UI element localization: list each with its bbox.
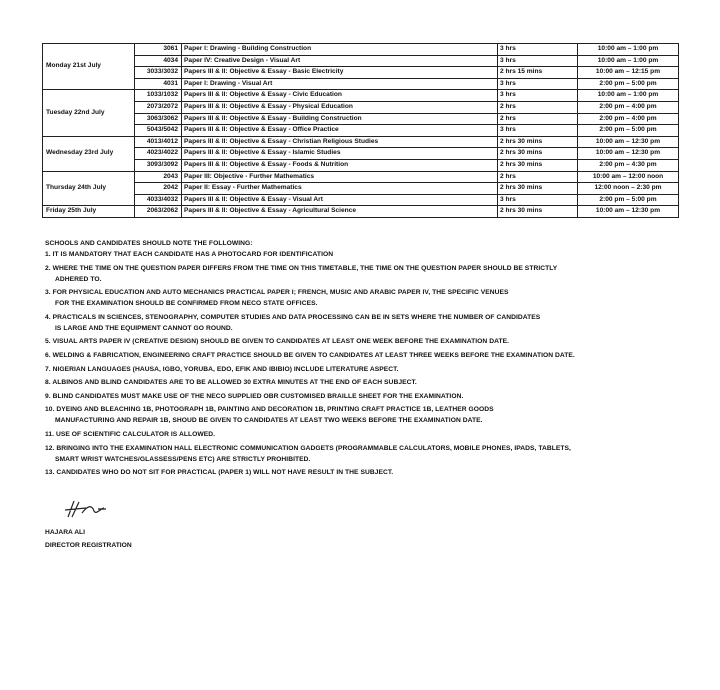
table-row xyxy=(43,206,679,218)
time-cell: 10:00 am – 12:30 pm xyxy=(578,206,679,218)
duration-cell: 2 hrs 30 mins xyxy=(498,148,578,160)
day-cell: Monday 21st July xyxy=(43,44,135,90)
table-row xyxy=(43,159,679,171)
note-continuation: FOR THE EXAMINATION SHOULD BE CONFIRMED FROM NECO STATE OFFICES. xyxy=(55,300,318,308)
time-cell: 10:00 am – 12:15 pm xyxy=(578,67,679,79)
paper-title-cell: Papers III & II: Objective & Essay - Agricultural Science xyxy=(182,206,498,218)
day-group xyxy=(43,90,679,136)
time-cell: 2:00 pm – 5:00 pm xyxy=(578,78,679,90)
note-item xyxy=(45,467,685,481)
note-text: 1. IT IS MANDATORY THAT EACH CANDIDATE HAS A PHOTOCARD FOR IDENTIFICATION xyxy=(45,251,334,258)
note-continuation: MANUFACTURING AND REPAIR 1B, SHOUD BE GIVEN TO CANDIDATES AT LEAST TWO WEEKS BEFORE THE EXAMINATION DATE. xyxy=(55,417,483,425)
note-item xyxy=(45,443,685,468)
table-row xyxy=(43,113,679,125)
table-row xyxy=(43,136,679,148)
notes-list xyxy=(45,249,685,481)
duration-cell: 3 hrs xyxy=(498,194,578,206)
day-group xyxy=(43,44,679,90)
paper-title-cell: Papers III & II: Objective & Essay - Basic Electricity xyxy=(182,67,498,79)
time-cell: 10:00 am – 12:30 pm xyxy=(578,148,679,160)
paper-code-cell: 2063/2062 xyxy=(135,206,182,218)
signatory-block xyxy=(45,526,132,552)
note-text: 12. BRINGING INTO THE EXAMINATION HALL ELECTRONIC COMMUNICATION GADGETS (PROGRAMMABLE CALCULATORS, MOBILE PHONES, IPADS, TABLETS, xyxy=(45,444,571,452)
note-item xyxy=(45,364,685,378)
note-item xyxy=(45,391,685,405)
paper-title-cell: Paper I: Drawing - Building Construction xyxy=(182,44,498,56)
paper-code-cell: 4023/4022 xyxy=(135,148,182,160)
paper-code-cell: 2043 xyxy=(135,171,182,183)
day-cell: Wednesday 23rd July xyxy=(43,136,135,171)
paper-title-cell: Papers III & II: Objective & Essay - Visual Art xyxy=(182,194,498,206)
time-cell: 2:00 pm – 4:00 pm xyxy=(578,101,679,113)
duration-cell: 2 hrs xyxy=(498,171,578,183)
signature xyxy=(62,497,132,528)
note-item xyxy=(45,350,685,364)
paper-title-cell: Papers III & II: Objective & Essay - Civic Education xyxy=(182,90,498,102)
day-group xyxy=(43,171,679,206)
paper-title-cell: Paper III: Objective - Further Mathematics xyxy=(182,171,498,183)
note-text: 2. WHERE THE TIME ON THE QUESTION PAPER DIFFERS FROM THE TIME ON THIS TIMETABLE, THE TIME ON THE QUESTION PAPER SHOULD BE STRICTLY xyxy=(45,264,558,272)
day-cell: Thursday 24th July xyxy=(43,171,135,206)
note-text: 4. PRACTICALS IN SCIENCES, STENOGRAPHY, COMPUTER STUDIES AND DATA PROCESSING CAN BE IN SETS WHERE THE NUMBER OF CANDIDATES xyxy=(45,313,541,321)
day-cell: Tuesday 22nd July xyxy=(43,90,135,136)
paper-title-cell: Papers III & II: Objective & Essay - Building Construction xyxy=(182,113,498,125)
duration-cell: 2 hrs xyxy=(498,101,578,113)
note-text: 3. FOR PHYSICAL EDUCATION AND AUTO MECHANICS PRACTICAL PAPER I; FRENCH, MUSIC AND ARABIC PAPER IV, THE SPECIFIC VENUES xyxy=(45,289,509,297)
paper-title-cell: Paper IV: Creative Design - Visual Art xyxy=(182,55,498,67)
note-text: 13. CANDIDATES WHO DO NOT SIT FOR PRACTICAL (PAPER 1) WILL NOT HAVE RESULT IN THE SUBJECT. xyxy=(45,469,394,477)
paper-code-cell: 4013/4012 xyxy=(135,136,182,148)
note-item xyxy=(45,249,685,263)
note-continuation: ADHERED TO. xyxy=(55,275,102,283)
paper-code-cell: 3061 xyxy=(135,44,182,56)
signatory-title: DIRECTOR REGISTRATION xyxy=(45,542,132,549)
note-continuation: SMART WRIST WATCHES/GLASSESS/PENS ETC) ARE STRICTLY PROHIBITED. xyxy=(55,455,311,463)
paper-code-cell: 4031 xyxy=(135,78,182,90)
table-row xyxy=(43,194,679,206)
table-row xyxy=(43,55,679,67)
paper-code-cell: 4034 xyxy=(135,55,182,67)
duration-cell: 2 hrs 30 mins xyxy=(498,183,578,195)
paper-code-cell: 3033/3032 xyxy=(135,67,182,79)
day-group xyxy=(43,206,679,218)
paper-code-cell: 2073/2072 xyxy=(135,101,182,113)
signature-scribble-icon xyxy=(62,497,132,523)
notes-section xyxy=(45,238,685,481)
paper-code-cell: 3063/3062 xyxy=(135,113,182,125)
exam-timetable xyxy=(42,43,679,218)
time-cell: 10:00 am – 1:00 pm xyxy=(578,90,679,102)
table-row xyxy=(43,125,679,137)
duration-cell: 2 hrs 30 mins xyxy=(498,206,578,218)
day-group xyxy=(43,136,679,171)
time-cell: 10:00 am – 12:00 noon xyxy=(578,171,679,183)
paper-code-cell: 4033/4032 xyxy=(135,194,182,206)
paper-title-cell: Papers III & II: Objective & Essay - Physical Education xyxy=(182,101,498,113)
note-item xyxy=(45,336,685,350)
time-cell: 2:00 pm – 5:00 pm xyxy=(578,125,679,137)
note-text: 9. BLIND CANDIDATES MUST MAKE USE OF THE NECO SUPPLIED OBR CUSTOMISED BRAILLE SHEET FOR THE EXAMINATION. xyxy=(45,392,464,400)
paper-code-cell: 2042 xyxy=(135,183,182,195)
note-item xyxy=(45,404,685,429)
note-item xyxy=(45,312,685,337)
table-row xyxy=(43,171,679,183)
paper-code-cell: 1033/1032 xyxy=(135,90,182,102)
time-cell: 10:00 am – 1:00 pm xyxy=(578,44,679,56)
paper-title-cell: Papers III & II: Objective & Essay - Foods & Nutrition xyxy=(182,159,498,171)
table-row xyxy=(43,90,679,102)
duration-cell: 3 hrs xyxy=(498,125,578,137)
note-text: 10. DYEING AND BLEACHING 1B, PHOTOGRAPH 1B, PAINTING AND DECORATION 1B, PRINTING CRAFT PRACTICE 1B, LEATHER GOODS xyxy=(45,406,494,414)
time-cell: 2:00 pm – 4:30 pm xyxy=(578,159,679,171)
paper-code-cell: 5043/5042 xyxy=(135,125,182,137)
signatory-name: HAJARA ALI xyxy=(45,529,85,536)
time-cell: 2:00 pm – 4:00 pm xyxy=(578,113,679,125)
note-item xyxy=(45,377,685,391)
day-cell: Friday 25th July xyxy=(43,206,135,218)
note-text: 7. NIGERIAN LANGUAGES (HAUSA, IGBO, YORUBA, EDO, EFIK AND IBIBIO) INCLUDE LITERATURE ASPECT. xyxy=(45,365,399,373)
duration-cell: 2 hrs 30 mins xyxy=(498,136,578,148)
paper-title-cell: Papers III & II: Objective & Essay - Christian Religious Studies xyxy=(182,136,498,148)
time-cell: 10:00 am – 12:30 pm xyxy=(578,136,679,148)
table-row xyxy=(43,78,679,90)
note-item xyxy=(45,287,685,312)
note-text: 5. VISUAL ARTS PAPER IV (CREATIVE DESIGN) SHOULD BE GIVEN TO CANDIDATES AT LEAST ONE WEEK BEFORE THE EXAMINATION DATE. xyxy=(45,338,510,346)
paper-title-cell: Papers III & II: Objective & Essay - Office Practice xyxy=(182,125,498,137)
note-continuation: IS LARGE AND THE EQUIPMENT CANNOT GO ROUND. xyxy=(55,324,233,332)
table-row xyxy=(43,44,679,56)
table-row xyxy=(43,101,679,113)
paper-title-cell: Papers III & II: Objective & Essay - Islamic Studies xyxy=(182,148,498,160)
duration-cell: 2 hrs 15 mins xyxy=(498,67,578,79)
note-item xyxy=(45,429,685,443)
time-cell: 12:00 noon – 2:30 pm xyxy=(578,183,679,195)
time-cell: 10:00 am – 1:00 pm xyxy=(578,55,679,67)
duration-cell: 3 hrs xyxy=(498,78,578,90)
paper-title-cell: Paper I: Drawing - Visual Art xyxy=(182,78,498,90)
time-cell: 2:00 pm – 5:00 pm xyxy=(578,194,679,206)
note-text: 8. ALBINOS AND BLIND CANDIDATES ARE TO BE ALLOWED 30 EXTRA MINUTES AT THE END OF EACH SUBJECT. xyxy=(45,379,417,387)
paper-title-cell: Paper II: Essay - Further Mathematics xyxy=(182,183,498,195)
duration-cell: 3 hrs xyxy=(498,44,578,56)
duration-cell: 3 hrs xyxy=(498,90,578,102)
table-row xyxy=(43,67,679,79)
duration-cell: 2 hrs 30 mins xyxy=(498,159,578,171)
duration-cell: 3 hrs xyxy=(498,55,578,67)
note-item xyxy=(45,263,685,288)
note-text: 11. USE OF SCIENTIFIC CALCULATOR IS ALLOWED. xyxy=(45,430,216,438)
duration-cell: 2 hrs xyxy=(498,113,578,125)
notes-heading: SCHOOLS AND CANDIDATES SHOULD NOTE THE FOLLOWING: xyxy=(45,240,253,247)
paper-code-cell: 3093/3092 xyxy=(135,159,182,171)
table-row xyxy=(43,148,679,160)
table-row xyxy=(43,183,679,195)
note-text: 6. WELDING & FABRICATION, ENGINEERING CRAFT PRACTICE SHOULD BE GIVEN TO CANDIDATES AT LEAST THREE WEEKS BEFORE THE EXAMINATION DATE. xyxy=(45,351,575,359)
